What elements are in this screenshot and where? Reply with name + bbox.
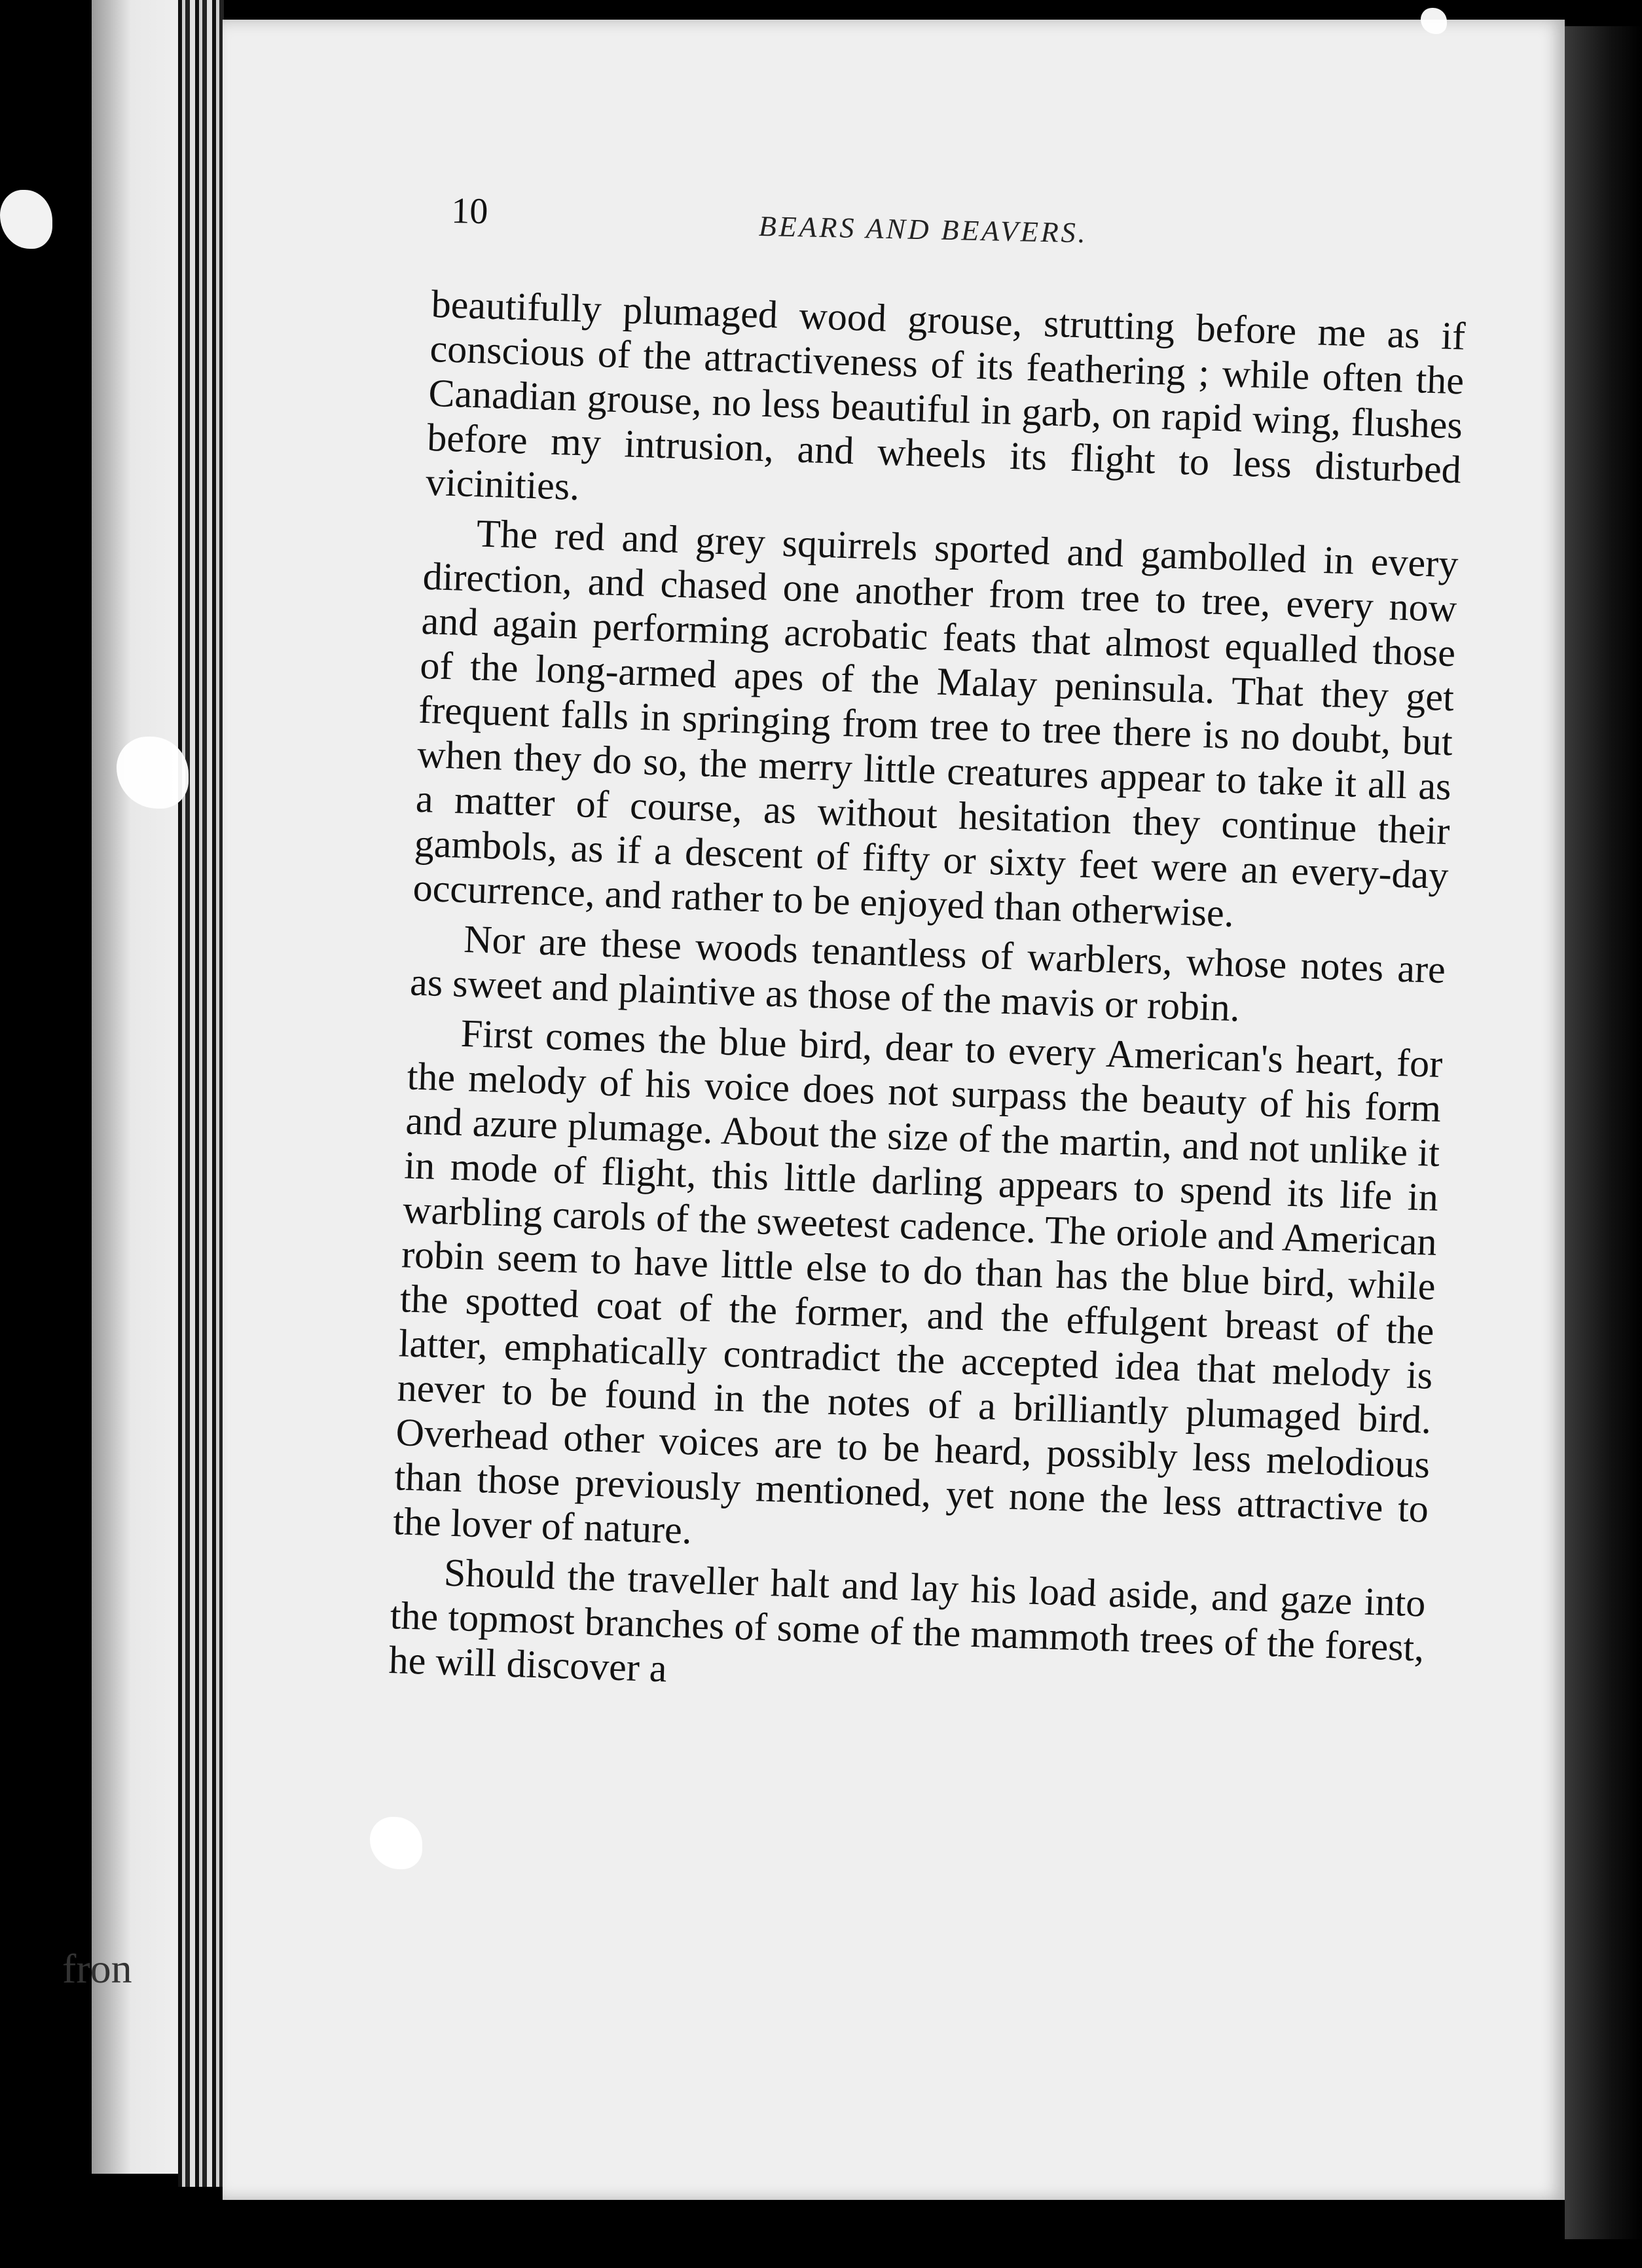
paragraph: Should the traveller halt and lay his load aside, and gaze into the topmost branches of some of the mammoth trees of the forest, he will discover a (388, 1550, 1427, 1691)
paragraph: The red and grey squirrels sported and gambolled in every direction, and chased one another from tree to tree, every now and again performing acrobatic feats that almost equalled those of the long-armed apes of the Malay peninsula. That they get frequent falls in springing from tree to tree there is no doubt, but when they do so, the merry little creatures appear to take it all as a matter of course, as without hesitation they continue their gambols, as if a descent of fifty or sixty feet were an every-day occurrence, and rather to be enjoyed than otherwise. (412, 511, 1459, 935)
paragraph: beautifully plumaged wood grouse, strutting before me as if conscious of the attractiveness of its feathering ; while often the Canadian grouse, no less beautiful in garb, on rapid wing, flushes before my intrusion, and wheels its flight to less disturbed vicinities. (425, 282, 1467, 509)
book-right-edge (1565, 26, 1642, 2239)
facing-page-edge (92, 0, 190, 2174)
running-head: BEARS AND BEAVERS. (758, 210, 1089, 249)
paragraph: First comes the blue bird, dear to every American's heart, for the melody of his voice does not surpass the beauty of his form and azure plumage. About the size of the martin, and not unlike it in mode of flight, this little darling appears to spend its life in warbling carols of the sweetest cadence. The oriole and American robin seem to have little else to do than has the blue bird, while the spotted coat of the former, and the effulgent breast of the latter, emphatically contradict the accepted idea that melody is never to be found in the notes of a brilliantly plumaged bird. Overhead other voices are to be heard, possibly less melodious than those previously mentioned, yet none the less attractive to the lover of nature. (392, 1011, 1444, 1552)
body-text (388, 282, 1467, 1720)
facing-page-text-fragment: fron (62, 1945, 132, 1992)
book-binding (178, 0, 224, 2187)
paragraph: Nor are these woods tenantless of warblers, whose notes are as sweet and plaintive as those of the mavis or robin. (409, 917, 1446, 1030)
scan-blotch (0, 190, 52, 249)
page-number: 10 (450, 190, 488, 232)
